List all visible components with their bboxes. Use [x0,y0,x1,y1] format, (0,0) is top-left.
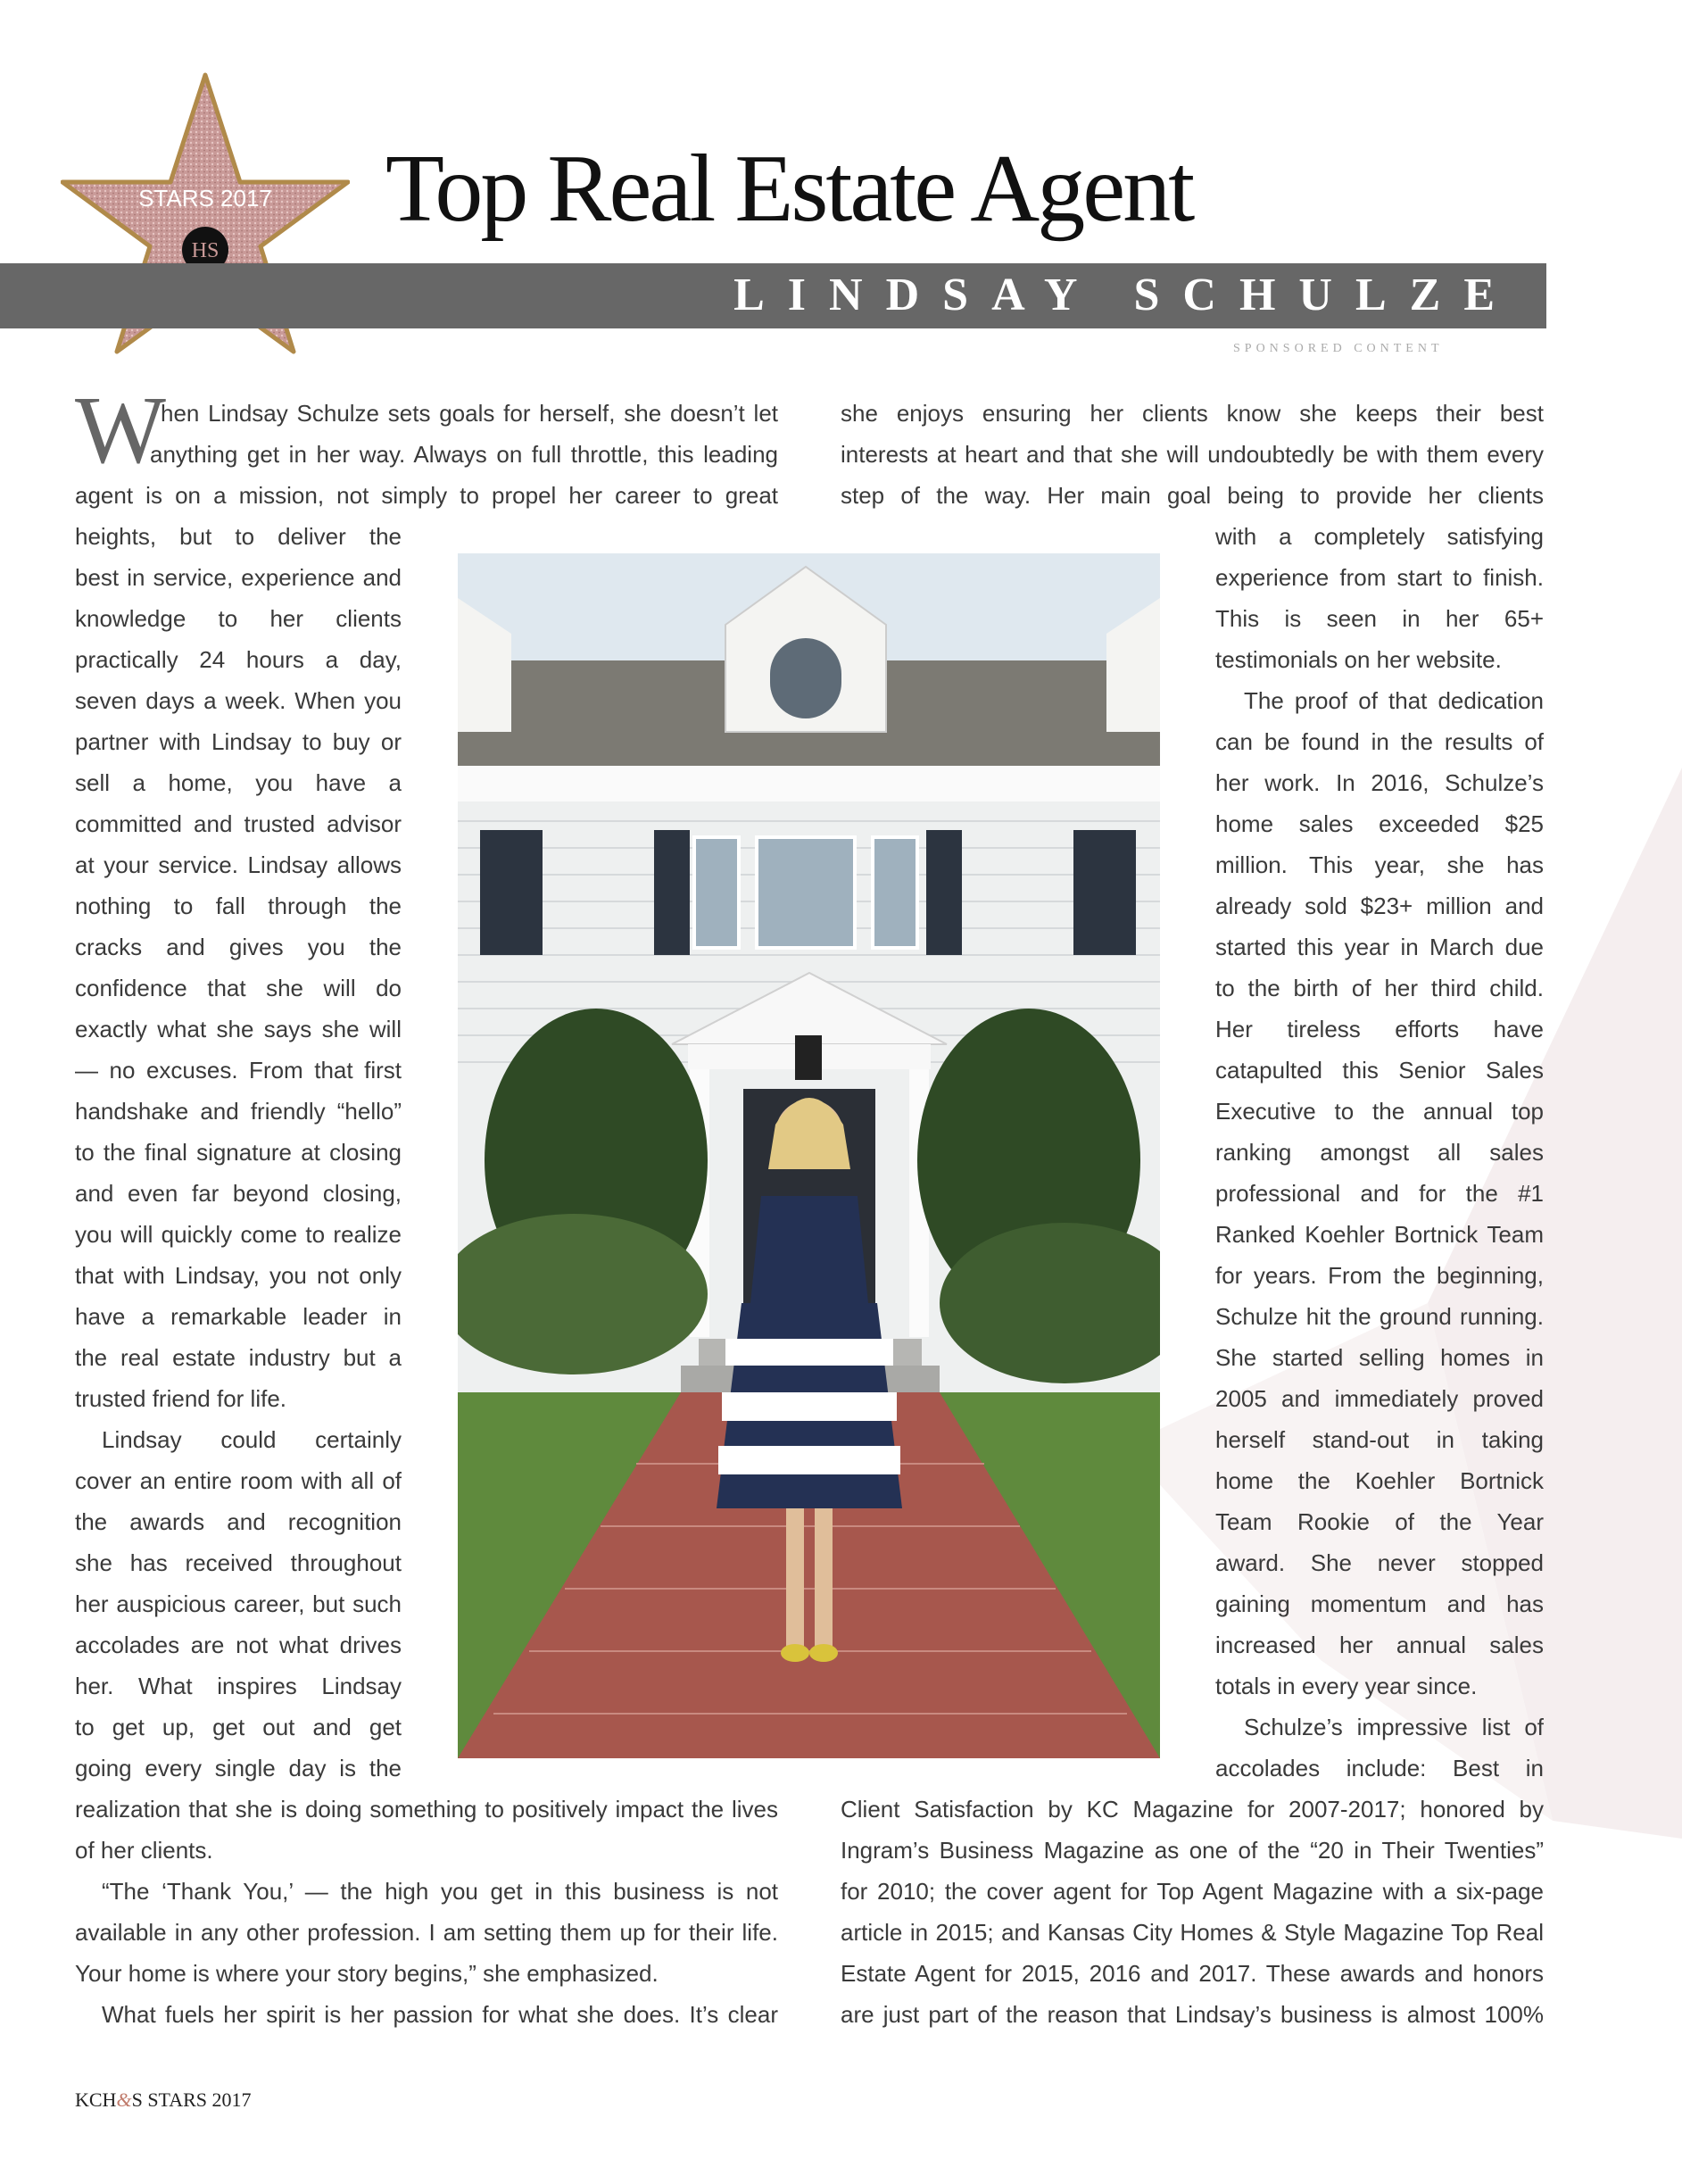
sponsored-content-label: SPONSORED CONTENT [1233,342,1444,355]
right-line: to the birth of her third child. [1215,975,1544,1001]
right-line: for years. From the beginning, [1215,1262,1544,1289]
left-line: nothing to fall through the [75,893,402,919]
left-line: committed and trusted advisor [75,810,402,837]
drop-cap: W [75,378,166,484]
page-title: Top Real Estate Agent [385,136,1193,242]
right-line: 2005 and immediately proved [1215,1385,1544,1412]
right-line: home the Koehler Bortnick [1215,1467,1544,1494]
right-line: her work. In 2016, Schulze’s [1215,769,1544,796]
left-line: heights, but to deliver the [75,523,402,550]
right-line: Her tireless efforts have [1215,1016,1544,1042]
right-line: totals in every year since. [1215,1673,1478,1699]
footer-pub-suffix: S STARS 2017 [131,2089,252,2111]
right-line: Schulze hit the ground running. [1215,1303,1544,1330]
left-line: of her clients. [75,1837,213,1864]
left-line: Your home is where your story begins,” she emphasized. [75,1960,659,1987]
badge-stars-text: STARS 2017 [138,185,272,212]
footer-pub-prefix: KCH [75,2089,117,2111]
left-line: exactly what she says she will [75,1016,402,1042]
left-line: the awards and recognition [75,1508,402,1535]
right-line: she enjoys ensuring her clients know she keeps their best [841,400,1544,427]
left-line: that with Lindsay, you not only [75,1262,402,1289]
left-line: to the final signature at closing [75,1139,402,1166]
right-line: Estate Agent for 2015, 2016 and 2017. These awards and honors [841,1960,1544,1987]
right-line: article in 2015; and Kansas City Homes & Style Magazine Top Real [841,1919,1544,1946]
right-line: ranking amongst all sales [1215,1139,1544,1166]
right-line: started this year in March due [1215,934,1544,960]
page-footer [75,2089,252,2112]
left-line: — no excuses. From that first [75,1057,402,1084]
right-line: catapulted this Senior Sales [1215,1057,1544,1084]
left-line: she has received throughout [75,1549,402,1576]
left-line: have a remarkable leader in [75,1303,402,1330]
right-line: for 2010; the cover agent for Top Agent Magazine with a six-page [841,1878,1544,1905]
left-line: agent is on a mission, not simply to propel her career to great [75,482,778,509]
left-line: available in any other profession. I am setting them up for their life. [75,1919,778,1946]
left-line: cover an entire room with all of [75,1467,402,1494]
right-line: herself stand-out in taking [1215,1426,1544,1453]
left-line: at your service. Lindsay allows [75,851,402,878]
left-line: cracks and gives you the [75,934,402,960]
left-line: handshake and friendly “hello” [75,1098,402,1125]
agent-name: LINDSAY SCHULZE [733,270,1518,320]
left-line: seven days a week. When you [75,687,402,714]
left-line: anything get in her way. Always on full throttle, this leading [150,441,778,468]
right-line: The proof of that dedication [1244,687,1544,714]
right-line: She started selling homes in [1215,1344,1544,1371]
right-line: can be found in the results of [1215,728,1544,755]
right-line: testimonials on her website. [1215,646,1502,673]
right-line: million. This year, she has [1215,851,1544,878]
left-line: Lindsay could certainly [102,1426,402,1453]
left-line: and even far beyond closing, [75,1180,402,1207]
left-line: best in service, experience and [75,564,402,591]
left-line: her auspicious career, but such [75,1590,402,1617]
footer-pub-amp: & [116,2089,132,2111]
left-line: realization that she is doing something to positively impact the lives [75,1796,778,1823]
left-line: practically 24 hours a day, [75,646,402,673]
left-line: knowledge to her clients [75,605,402,632]
right-line: This is seen in her 65+ [1215,605,1544,632]
left-line: trusted friend for life. [75,1385,286,1412]
right-line: Team Rookie of the Year [1215,1508,1544,1535]
left-line: to get up, get out and get [75,1714,402,1740]
left-line: partner with Lindsay to buy or [75,728,402,755]
left-line: sell a home, you have a [75,769,402,796]
badge-logo-text: HS [191,239,220,262]
left-line: What fuels her spirit is her passion for what she does. It’s clear [102,2001,778,2028]
right-line: experience from start to finish. [1215,564,1544,591]
right-line: professional and for the #1 [1215,1180,1544,1207]
right-line: with a completely satisfying [1215,523,1544,550]
left-line: you will quickly come to realize [75,1221,402,1248]
right-line: increased her annual sales [1215,1632,1544,1658]
right-line: already sold $23+ million and [1215,893,1544,919]
right-line: are just part of the reason that Lindsay’s business is almost 100% [841,2001,1544,2028]
right-line: accolades include: Best in [1215,1755,1544,1781]
left-line: accolades are not what drives [75,1632,402,1658]
right-line: home sales exceeded $25 [1215,810,1544,837]
right-line: interests at heart and that she will undoubtedly be with them every [841,441,1544,468]
right-line: gaining momentum and has [1215,1590,1544,1617]
left-line: the real estate industry but a [75,1344,402,1371]
right-line: Ranked Koehler Bortnick Team [1215,1221,1544,1248]
left-line: “The ‘Thank You,’ — the high you get in this business is not [102,1878,778,1905]
right-line: Client Satisfaction by KC Magazine for 2007-2017; honored by [841,1796,1544,1823]
name-banner [0,263,1546,328]
right-line: Executive to the annual top [1215,1098,1544,1125]
left-line: hen Lindsay Schulze sets goals for herself, she doesn’t let [161,400,778,427]
right-line: Ingram’s Business Magazine as one of the “20 in Their Twenties” [841,1837,1544,1864]
right-line: step of the way. Her main goal being to provide her clients [841,482,1544,509]
agent-photo [458,553,1160,1758]
right-line: award. She never stopped [1215,1549,1544,1576]
left-line: her. What inspires Lindsay [75,1673,402,1699]
left-line: going every single day is the [75,1755,402,1781]
right-line: Schulze’s impressive list of [1244,1714,1544,1740]
left-line: confidence that she will do [75,975,402,1001]
